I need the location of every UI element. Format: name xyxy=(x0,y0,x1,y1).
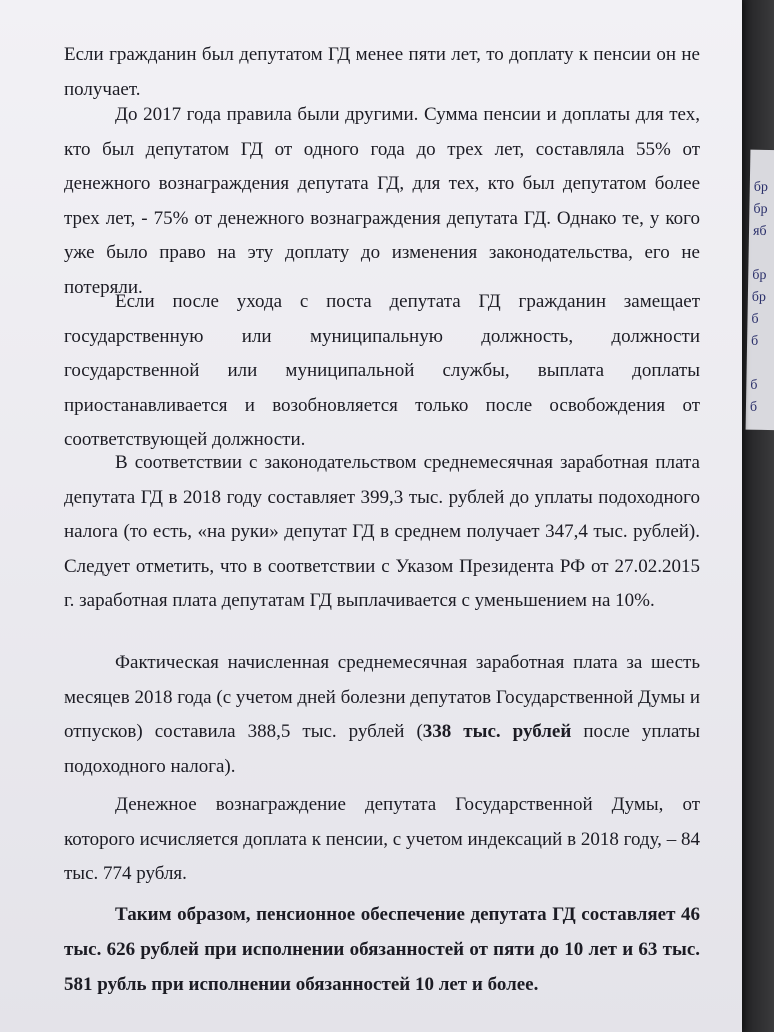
underlying-text-fragment: бр xyxy=(752,267,767,283)
underlying-text-fragment: б xyxy=(750,377,758,393)
underlying-text-fragment: б xyxy=(749,399,758,415)
paragraph-deputy-less-than-five-years: Если гражданин был депутатом ГД менее пяти лет, то доплату к пенсии он не получает. xyxy=(64,44,700,100)
underlying-page xyxy=(746,150,774,431)
underlying-text-fragment: б xyxy=(750,333,759,349)
paragraph-average-salary-2018: В соответствии с законодательством среднемесячная заработная плата депутата ГД в 2018 году составляет 399,3 тыс. рублей до уплаты подоходного налога (то есть, «на руки» депутат ГД в среднем получает 347,4 тыс. рублей). Следует отметить, что в соответствии с Указом Президента РФ от 27.02.2015 г. заработная плата депутатам ГД выплачивается с уменьшением на 10%. xyxy=(64,452,700,611)
actual-salary-text: Фактическая начисленная среднемесячная заработная плата за шесть месяцев 2018 года (с учетом дней болезни депутатов Государственной Думы и отпусков) составила 388,5 тыс. рублей ( xyxy=(64,652,700,742)
underlying-text-fragment: яб xyxy=(752,223,767,239)
underlying-text-fragment: бр xyxy=(753,179,769,195)
paragraph-rules-before-2017: До 2017 года правила были другими. Сумма пенсии и доплаты для тех, кто был депутатом ГД от одного года до трех лет, составляла 55% от денежного вознаграждения депутата ГД, для тех, кто был депутатом более трех лет, - 75% от денежного вознаграждения депутата ГД. Однако те, у кого уже было право на эту доплату до изменения законодательства, его не потеряли. xyxy=(64,104,700,298)
underlying-text-fragment: бр xyxy=(751,289,767,305)
paragraph-actual-salary-six-months xyxy=(64,646,700,784)
net-salary-bold: 338 тыс. рублей xyxy=(422,721,572,742)
underlying-text-fragment: бр xyxy=(753,201,768,217)
underlying-text-fragment: б xyxy=(751,311,759,327)
actual-salary-text-end: после уплаты подоходного налога). xyxy=(64,721,700,777)
paragraph-monetary-remuneration: Денежное вознаграждение депутата Государственной Думы, от которого исчисляется доплата к пенсии, с учетом индексаций в 2018 году, – 84 тыс. 774 рубля. xyxy=(64,794,700,884)
paragraph-suspension-of-payment: Если после ухода с поста депутата ГД гражданин замещает государственную или муниципальную должность, должности государственной или муниципальной службы, выплата доплаты приостанавливается и возобновляется только после освобождения от соответствующей должности. xyxy=(64,291,700,450)
paragraph-conclusion-pension: Таким образом, пенсионное обеспечение депутата ГД составляет 46 тыс. 626 рублей при исполнении обязанностей от пяти до 10 лет и 63 тыс. 581 рубль при исполнении обязанностей 10 лет и более. xyxy=(64,904,700,995)
